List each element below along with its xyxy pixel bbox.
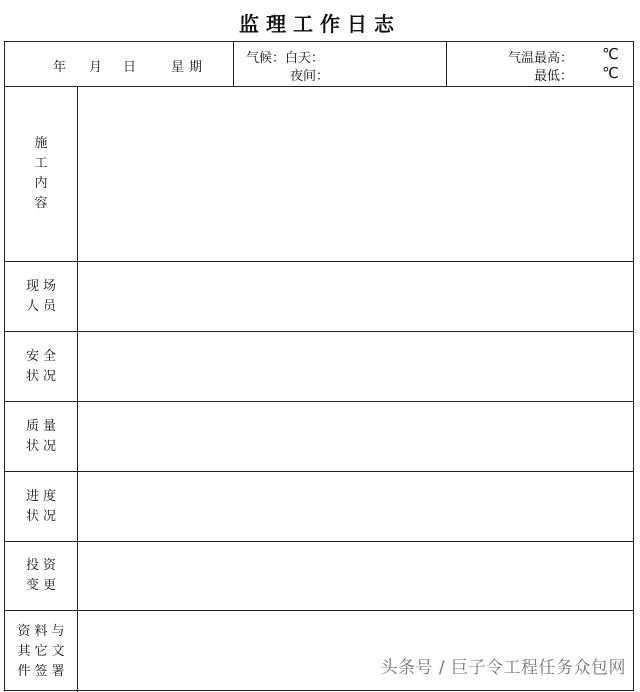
row-investment-change bbox=[5, 542, 633, 611]
month-label: 月 bbox=[89, 60, 103, 75]
temperature-cell[interactable] bbox=[447, 42, 633, 86]
row-documents-signing bbox=[5, 611, 633, 692]
weekday-label: 星期 bbox=[171, 60, 208, 75]
year-label: 年 bbox=[53, 60, 67, 75]
temp-low-label: 最低： bbox=[533, 69, 573, 84]
safety-status-field[interactable] bbox=[78, 332, 633, 401]
temp-high-label: 气温最高： bbox=[507, 51, 573, 66]
row-label: 施 工 内 容 bbox=[34, 136, 52, 211]
weather-cell[interactable] bbox=[234, 42, 447, 86]
page-title: 监理工作日志 bbox=[239, 12, 401, 36]
row-construction-content bbox=[5, 87, 633, 262]
weather-night-label: 夜间： bbox=[290, 69, 330, 84]
row-quality-status bbox=[5, 402, 633, 472]
row-label: 进度 状况 bbox=[25, 488, 60, 524]
row-label: 资料与 其它文 件签署 bbox=[17, 623, 69, 679]
construction-content-field[interactable] bbox=[78, 87, 633, 261]
quality-status-field[interactable] bbox=[78, 402, 633, 471]
row-label: 现场 人员 bbox=[25, 278, 60, 314]
celsius-symbol-low: ℃ bbox=[602, 64, 619, 82]
row-label: 安全 状况 bbox=[25, 348, 60, 384]
row-progress-status bbox=[5, 472, 633, 542]
weather-day-label: 气候：白天： bbox=[246, 51, 325, 66]
log-table bbox=[4, 41, 634, 691]
row-label: 投资 变更 bbox=[25, 558, 60, 593]
header-row bbox=[5, 42, 633, 87]
progress-status-field[interactable] bbox=[78, 472, 633, 541]
investment-change-field[interactable] bbox=[78, 542, 633, 610]
day-label: 日 bbox=[123, 60, 137, 75]
row-label: 质量 状况 bbox=[25, 418, 60, 454]
watermark-text: 头条号 / 巨子令工程任务众包网 bbox=[380, 658, 626, 678]
celsius-symbol-high: ℃ bbox=[602, 45, 619, 63]
documents-signing-field[interactable] bbox=[78, 611, 633, 692]
row-safety-status bbox=[5, 332, 633, 402]
row-site-personnel bbox=[5, 262, 633, 332]
date-cell[interactable] bbox=[5, 42, 234, 86]
site-personnel-field[interactable] bbox=[78, 262, 633, 331]
